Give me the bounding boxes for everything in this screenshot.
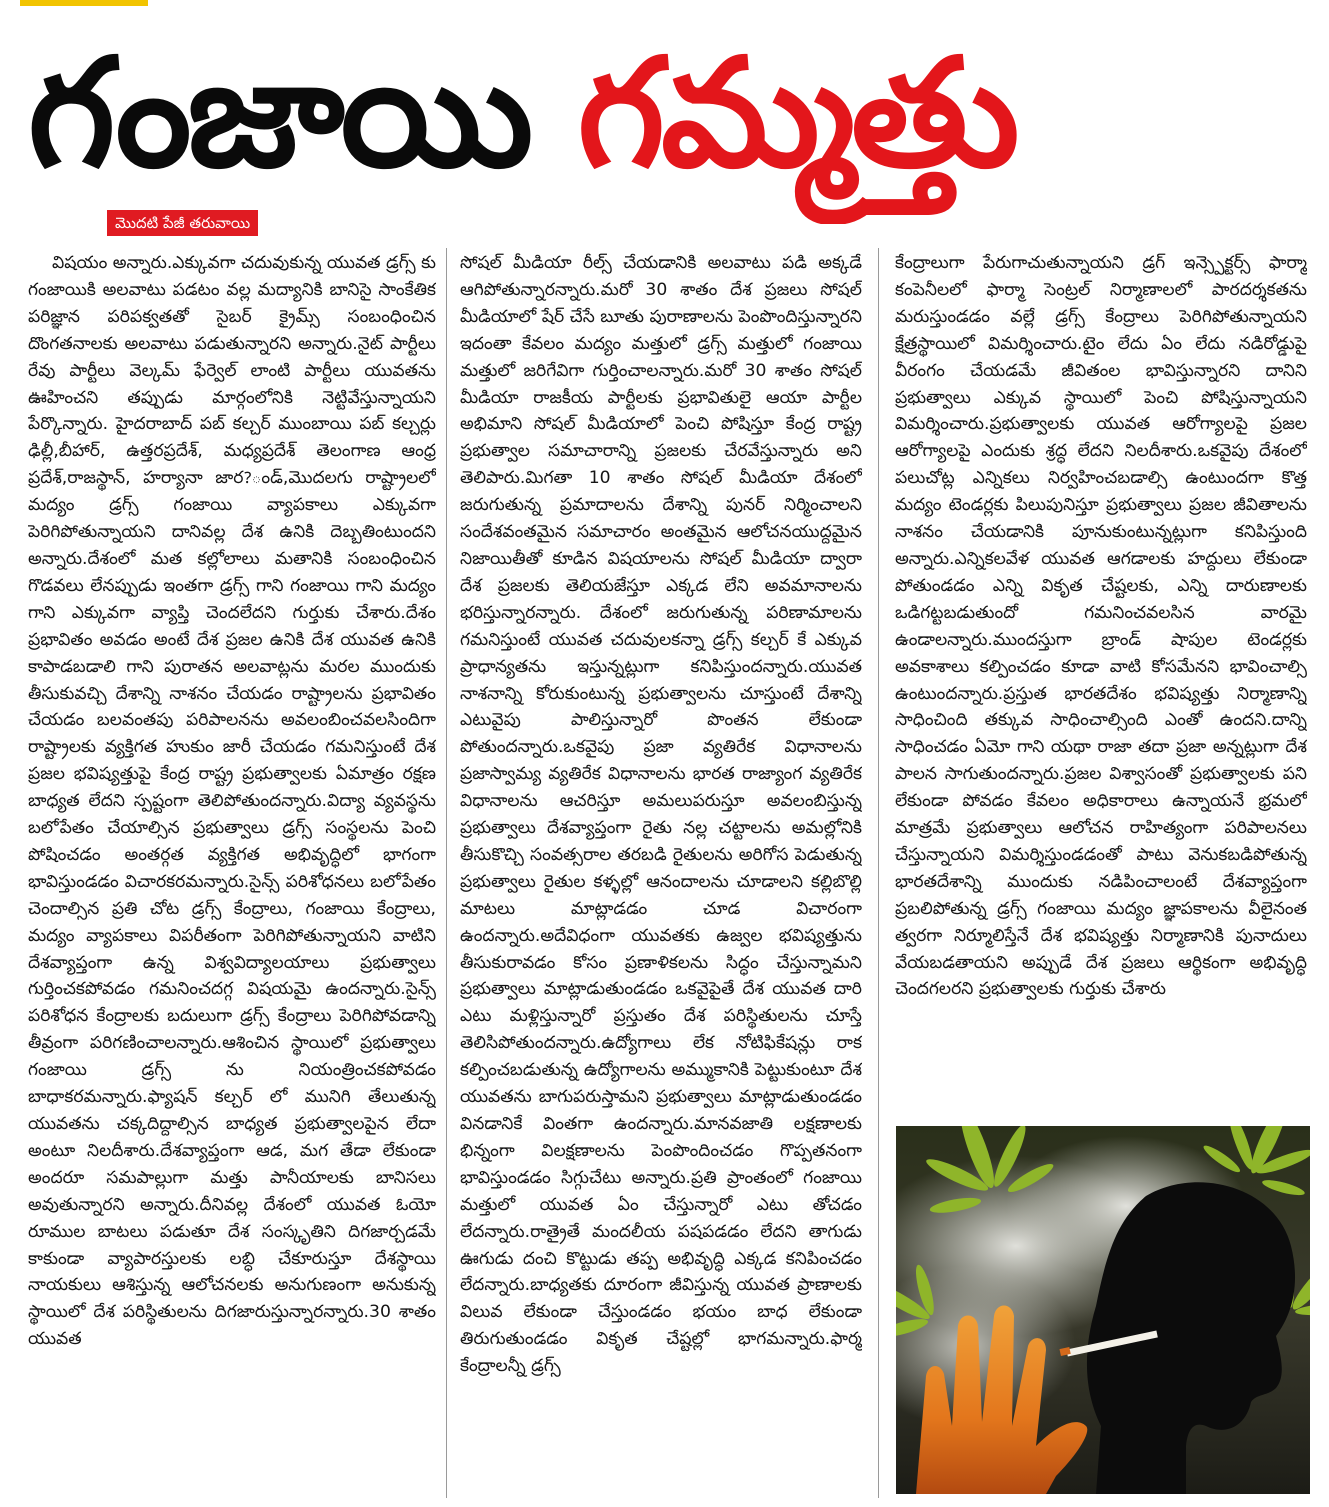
smoking-silhouette-icon [896,1126,1310,1494]
smoking-illustration [896,1126,1310,1494]
headline [28,14,1308,224]
headline-part-2: గమ్మత్తు [577,27,1016,201]
top-color-strip [20,0,148,6]
column-divider [446,248,447,1498]
article-column-2: సోషల్ మీడియా రీల్స్ చేయడానికి అలవాటు పడి అక్కడే ఆగిపోతున్నారన్నారు.మరో 30 శాతం దేశ ప్రజలు సోషల్ మీడియాలో షేర్ చేసే బూతు పురాణాలను పెంపొందిస్తున్నారని ఇదంతా కేవలం మద్యం మత్తులో డ్రగ్స్ మత్తులో గంజాయి మత్తులో జరిగేవిగా గుర్తించాలన్నారు.మరో 30 శాతం సోషల్ మీడియా రాజకీయ పార్టీలకు ప్రభావితులై ఆయా పార్టీల అభిమాని సోషల్ మీడియాలో పెంచి పోషిస్తూ కేంద్ర రాష్ట్ర ప్రభుత్వాల సమాచారాన్ని ప్రజలకు చేరవేస్తున్నారు అని తెలిపారు.మిగతా 10 శాతం సోషల్ మీడియా దేశంలో జరుగుతున్న ప్రమాదాలను దేశాన్ని పునర్ నిర్మించాలని సందేశవంతమైన సమాచారం అంతమైన ఆలోచనయుద్దమైన నిజాయితీతో కూడిన విషయాలను సోషల్ మీడియా ద్వారా దేశ ప్రజలకు తెలియజేస్తూ ఎక్కడ లేని అవమానాలను భరిస్తున్నారన్నారు. దేశంలో జరుగుతున్న పరిణామాలను గమనిస్తుంటే యువత చదువులకన్నా డ్రగ్స్ కల్చర్ కే ఎక్కువ ప్రాధాన్యతను ఇస్తున్నట్లుగా కనిపిస్తుందన్నారు.యువత నాశనాన్ని కోరుకుంటున్న ప్రభుత్వాలను చూస్తుంటే దేశాన్ని ఎటువైపు పాలిస్తున్నారో పొంతన లేకుండా పోతుందన్నారు.ఒకవైపు ప్రజా వ్యతిరేక విధానాలను ప్రజాస్వామ్య వ్యతిరేక విధానాలను భారత రాజ్యాంగ వ్యతిరేక విధానాలను ఆచరిస్తూ అమలుపరుస్తూ అవలంబిస్తున్న ప్రభుత్వాలు దేశవ్యాప్తంగా రైతు నల్ల చట్టాలను అమల్లోనికి తీసుకొచ్చి సంవత్సరాల తరబడి రైతులను అరిగోస పెడుతున్న ప్రభుత్వాలు రైతుల కళ్ళల్లో ఆనందాలను చూడాలని కల్లిబొల్లి మాటలు మాట్లాడడం చూడ విచారంగా ఉందన్నారు.అదేవిధంగా యువతకు ఉజ్వల భవిష్యత్తును తీసుకురావడం కోసం ప్రణాళికలను సిద్ధం చేస్తున్నామని ప్రభుత్వాలు మాట్లాడుతుండడం ఒకవైపైతే దేశ యువత దారి ఎటు మళ్లిస్తున్నారో ప్రస్తుతం దేశ పరిస్థితులను చూస్తే తెలిసిపోతుందన్నారు.ఉద్యోగాలు లేక నోటిఫికేషన్లు రాక కల్పించబడుతున్న ఉద్యోగాలను అమ్ముకానికి పెట్టుకుంటూ దేశ యువతను బాగుపరుస్తామని ప్రభుత్వాలు మాట్లాడుతుండడం వినడానికే వింతగా ఉందన్నారు.మానవజాతి లక్షణాలకు భిన్నంగా విలక్షణాలను పెంపొందించడం గొప్పతనంగా భావిస్తుండడం సిగ్గుచేటు అన్నారు.ప్రతి ప్రాంతంలో గంజాయి మత్తులో యువత ఏం చేస్తున్నారో ఎటు తోచడం లేదన్నారు.రాత్రైతే మందలీయ పషపడడం లేదని తాగుడు ఊగుడు దంచి కొట్టుడు తప్ప అభివృద్ధి ఎక్కడ కనిపించడం లేదన్నారు.బాధ్యతకు దూరంగా జీవిస్తున్న యువత ప్రాణాలకు విలువ లేకుండా చేస్తుండడం భయం బాధ లేకుండా తిరుగుతుండడం వికృత చేష్టల్లో భాగమన్నారు.ఫార్మ కేంద్రాలన్నీ డ్రగ్స్ [460,253,862,1377]
continued-from-front-page-tag: మొదటి పేజీ తరువాయి [107,210,258,236]
headline-part-1: గంజాయి [28,27,530,201]
article-column-1: విషయం అన్నారు.ఎక్కువగా చదువుకున్న యువత డ్రగ్స్ కు గంజాయికి అలవాటు పడటం వల్ల మద్యానికి బానిసై సాంకేతిక పరిజ్ఞాన పరిపక్వతతో సైబర్ క్రైమ్స్ సంబంధించిన దొంగతనాలకు అలవాటు పడుతున్నారని అన్నారు.నైట్ పార్టీలు రేవు పార్టీలు వెల్కమ్ ఫేర్వెల్ లాంటి పార్టీలు యువతను ఊహించని తప్పుడు మార్గంలోనికి నెట్టివేస్తున్నాయని పేర్కొన్నారు. హైదరాబాద్ పబ్ కల్చర్ ముంబాయి పబ్ కల్చర్లు ఢిల్లీ,బీహార్, ఉత్తరప్రదేశ్, మధ్యప్రదేశ్ తెలంగాణ ఆంధ్ర ప్రదేశ్,రాజస్థాన్, హర్యానా జార?ండ్,మొదలగు రాష్ట్రాలలో మద్యం డ్రగ్స్ గంజాయి వ్యాపకాలు ఎక్కువగా పెరిగిపోతున్నాయని దానివల్ల దేశ ఉనికి దెబ్బతింటుందని అన్నారు.దేశంలో మత కల్లోలాలు మతానికి సంబంధించిన గొడవలు లేనప్పుడు ఇంతగా డ్రగ్స్ గాని గంజాయి గాని మద్యం గాని ఎక్కువగా వ్యాప్తి చెందలేదని గుర్తుకు చేశారు.దేశం ప్రభావితం అవడం అంటే దేశ ప్రజల ఉనికి దేశ యువత ఉనికి కాపాడబడాలి గాని పురాతన అలవాట్లను మరల ముందుకు తీసుకువచ్చి దేశాన్ని నాశనం చేయడం రాష్ట్రాలను ప్రభావితం చేయడం బలవంతపు పరిపాలనను అవలంబించవలసిందిగా రాష్ట్రాలకు వ్యక్తిగత హుకుం జారీ చేయడం గమనిస్తుంటే దేశ ప్రజల భవిష్యత్తుపై కేంద్ర రాష్ట్ర ప్రభుత్వాలకు ఏమాత్రం రక్షణ బాధ్యత లేదని స్పష్టంగా తెలిపోతుందన్నారు.విద్యా వ్యవస్థను బలోపేతం చేయాల్సిన ప్రభుత్వాలు డ్రగ్స్ సంస్థలను పెంచి పోషించడం అంతర్గత వ్యక్తిగత అభివృద్ధిలో భాగంగా భావిస్తుండడం విచారకరమన్నారు.సైన్స్ పరిశోధనలు బలోపేతం చెందాల్సిన ప్రతి చోట డ్రగ్స్ కేంద్రాలు, గంజాయి కేంద్రాలు, మద్యం వ్యాపకాలు విపరీతంగా పెరిగిపోతున్నాయని వాటిని దేశవ్యాప్తంగా ఉన్న విశ్వవిద్యాలయాలు ప్రభుత్వాలు గుర్తించకపోవడం గమనించదగ్గ విషయమై ఉందన్నారు.సైన్స్ పరిశోధన కేంద్రాలకు బదులుగా డ్రగ్స్ కేంద్రాలు పెరిగిపోవడాన్ని తీవ్రంగా పరిగణించాలన్నారు.ఆశించిన స్థాయిలో ప్రభుత్వాలు గంజాయి డ్రగ్స్ ను నియంత్రించకపోవడం బాధాకరమన్నారు.ఫ్యాషన్ కల్చర్ లో మునిగి తేలుతున్న యువతను చక్కదిద్దాల్సిన బాధ్యత ప్రభుత్వాలపైన లేదా అంటూ నిలదీశారు.దేశవ్యాప్తంగా ఆడ, మగ తేడా లేకుండా అందరూ సమపాల్లుగా మత్తు పానీయాలకు బానిసలు అవుతున్నారని అన్నారు.దీనివల్ల దేశంలో యువత ఓయో రూముల బాటలు పడుతూ దేశ సంస్కృతిని దిగజార్చడమే కాకుండా వ్యాపారస్తులకు లబ్ధి చేకూరుస్తూ దేశస్థాయి నాయకులు ఆశిస్తున్న ఆలోచనలకు అనుగుణంగా అనుకున్న స్థాయిలో దేశ పరిస్థితులను దిగజారుస్తున్నారన్నారు.30 శాతం యువత [28,253,436,1350]
article-column-3: కేంద్రాలుగా పేరుగాచుతున్నాయని డ్రగ్ ఇన్స్పెక్టర్స్ ఫార్మా కంపెనీలలో ఫార్మా సెంట్రల్ నిర్మాణాలలో పారదర్శకతను మరుస్తుండడం వల్లే డ్రగ్స్ కేంద్రాలు పెరిగిపోతున్నాయని క్షేత్రస్థాయిలో విమర్శించారు.టైం లేదు ఏం లేదు నడిరోడ్డుపై వీరంగం చేయడమే జీవితంల భావిస్తున్నారని దానిని ప్రభుత్వాలు ఎక్కువ స్థాయిలో పెంచి పోషిస్తున్నాయని విమర్శించారు.ప్రభుత్వాలకు యువత ఆరోగ్యాలపై ప్రజల ఆరోగ్యాలపై ఎందుకు శ్రద్ధ లేదని నిలదీశారు.ఒకవైపు దేశంలో పలుచోట్ల ఎన్నికలు నిర్వహించబడాల్సి ఉంటుందగా కొత్త మద్యం టెండర్లకు పిలుపునిస్తూ ప్రభుత్వాలు ప్రజల జీవితాలను నాశనం చేయడానికి పూనుకుంటున్నట్లుగా కనిపిస్తుంది అన్నారు.ఎన్నికలవేళ యువత ఆగడాలకు హద్దులు లేకుండా పోతుండడం ఎన్ని వికృత చేష్టలకు, ఎన్ని దారుణాలకు ఒడిగట్టబడుతుందో గమనించవలసిన వారమై ఉండాలన్నారు.ముందస్తుగా బ్రాండ్ షాపుల టెండర్లకు అవకాశాలు కల్పించడం కూడా వాటి కోసమేనని భావించాల్సి ఉంటుందన్నారు.ప్రస్తుత భారతదేశం భవిష్యత్తు నిర్మాణాన్ని సాధించింది తక్కువ సాధించాల్సింది ఎంతో ఉందని.దాన్ని సాధించడం ఏమో గాని యథా రాజా తదా ప్రజా అన్నట్లుగా దేశ పాలన సాగుతుందన్నారు.ప్రజల విశ్వాసంతో ప్రభుత్వాలకు పని లేకుండా పోవడం కేవలం అధికారాలు ఉన్నాయనే భ్రమలో మాత్రమే ప్రభుత్వాలు ఆలోచన రాహిత్యంగా పరిపాలనలు చేస్తున్నాయని విమర్శిస్తుండడంతో పాటు వెనుకబడిపోతున్న భారతదేశాన్ని ముందుకు నడిపించాలంటే దేశవ్యాప్తంగా ప్రబలిపోతున్న డ్రగ్స్ గంజాయి మద్యం జ్ఞాపకాలను వీలైనంత త్వరగా నిర్మూలిస్తేనే దేశ భవిష్యత్తు నిర్మాణానికి పునాదులు వేయబడతాయని అప్పుడే దేశ ప్రజలు ఆర్థికంగా అభివృద్ధి చెందగలరని ప్రభుత్వాలకు గుర్తుకు చేశారు [895,253,1307,1000]
column-divider [878,248,879,1498]
